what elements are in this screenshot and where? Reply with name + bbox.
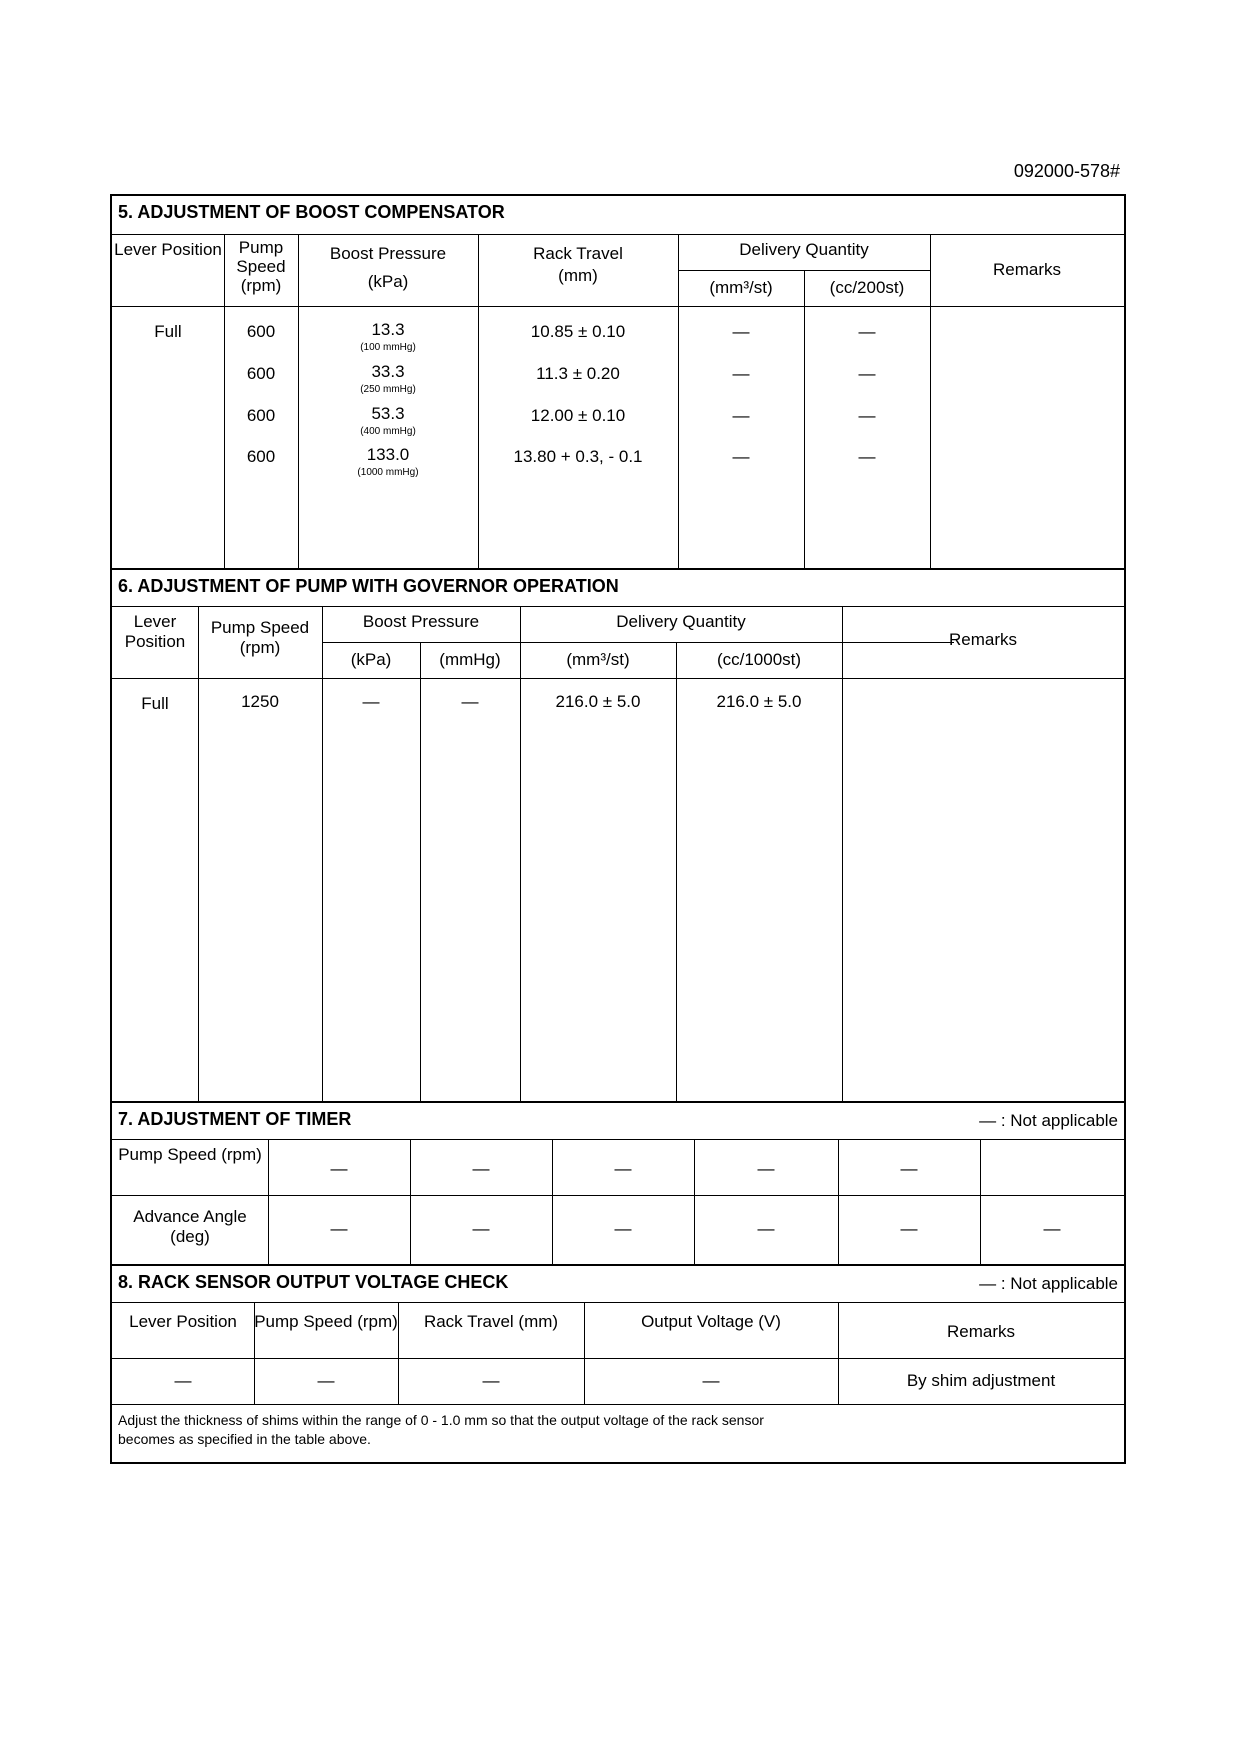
specification-sheet — [110, 194, 1126, 1464]
timer-angle-cell: — — [614, 1219, 632, 1238]
pump-speed-value: 600 — [246, 364, 276, 383]
rack-travel-value: 13.80 + 0.3, - 0.1 — [513, 447, 643, 466]
header-boost-pressure: Boost Pressure — [329, 244, 447, 263]
section-governor-operation — [112, 568, 1124, 1103]
header-dq-unit-cc: (cc/200st) — [829, 278, 905, 297]
header-delivery-quantity: Delivery Quantity — [616, 612, 746, 631]
header-pump-speed: Pump Speed (rpm) — [236, 238, 286, 295]
header-rack-travel: Rack Travel — [533, 244, 623, 263]
timer-speed-cell: — — [757, 1159, 775, 1178]
boost-kpa-value: — — [362, 692, 380, 711]
boost-pressure-value: 33.3 — [371, 362, 405, 381]
row-label-pump-speed: Pump Speed (rpm) — [118, 1145, 262, 1164]
timer-speed-cell: — — [472, 1159, 490, 1178]
note-line: Adjust the thickness of shims within the range of 0 - 1.0 mm so that the output voltage of the rack sensor — [118, 1412, 764, 1428]
output-voltage-value: — — [702, 1371, 720, 1390]
dq-cc-value: 216.0 ± 5.0 — [716, 692, 802, 711]
dq-mm3-value: — — [732, 447, 750, 466]
section-title: 6. ADJUSTMENT OF PUMP WITH GOVERNOR OPERATION — [118, 576, 619, 596]
header-boost-kpa: (kPa) — [350, 650, 392, 669]
header-pump-speed: Pump Speed (rpm) — [254, 1312, 398, 1331]
note-line: becomes as specified in the table above. — [118, 1431, 371, 1447]
timer-angle-cell: — — [757, 1219, 775, 1238]
timer-angle-cell: — — [1043, 1219, 1061, 1238]
timer-speed-cell: — — [614, 1159, 632, 1178]
section-title: 7. ADJUSTMENT OF TIMER — [118, 1109, 352, 1129]
remarks-value: By shim adjustment — [906, 1371, 1056, 1390]
header-remarks: Remarks — [946, 1322, 1015, 1341]
lever-position-value: Full — [141, 694, 169, 713]
rack-travel-value: 12.00 ± 0.10 — [530, 406, 626, 425]
header-lever-position: Lever Position — [129, 1312, 237, 1331]
header-boost-mmhg: (mmHg) — [439, 650, 501, 669]
not-applicable-legend: — : Not applicable — [979, 1274, 1118, 1293]
rack-travel-value: 10.85 ± 0.10 — [530, 322, 626, 341]
section-rack-sensor — [112, 1264, 1124, 1464]
timer-speed-cell: — — [330, 1159, 348, 1178]
header-dq-unit-mm3: (mm³/st) — [709, 278, 773, 297]
header-remarks: Remarks — [992, 260, 1061, 279]
header-dq-unit-cc: (cc/1000st) — [716, 650, 802, 669]
boost-mmhg-value: (100 mmHg) — [360, 342, 416, 353]
section-timer — [112, 1101, 1124, 1266]
lever-position-value: Full — [154, 322, 182, 341]
timer-angle-cell: — — [330, 1219, 348, 1238]
header-boost-pressure: Boost Pressure — [362, 612, 480, 631]
document-number: 092000-578# — [1013, 161, 1120, 181]
pump-speed-value: 600 — [246, 447, 276, 466]
header-output-voltage: Output Voltage (V) — [641, 1312, 781, 1331]
boost-pressure-value: 53.3 — [371, 404, 405, 423]
timer-angle-cell: — — [472, 1219, 490, 1238]
pump-speed-value: 600 — [246, 406, 276, 425]
boost-mmhg-value: (1000 mmHg) — [357, 467, 419, 478]
rack-travel-value: — — [482, 1371, 500, 1390]
timer-speed-cell: — — [900, 1159, 918, 1178]
header-lever-position: Lever Position — [124, 612, 186, 651]
section-boost-compensator — [112, 196, 1124, 568]
not-applicable-legend: — : Not applicable — [979, 1111, 1118, 1130]
pump-speed-value: — — [317, 1371, 335, 1390]
dq-mm3-value: — — [732, 322, 750, 341]
dq-cc-value: — — [858, 447, 876, 466]
dq-mm3-value: — — [732, 364, 750, 383]
dq-cc-value: — — [858, 322, 876, 341]
dq-mm3-value: 216.0 ± 5.0 — [555, 692, 641, 711]
pump-speed-value: 1250 — [241, 692, 279, 711]
boost-mmhg-value: — — [461, 692, 479, 711]
header-boost-unit: (kPa) — [367, 272, 409, 291]
section-title: 8. RACK SENSOR OUTPUT VOLTAGE CHECK — [118, 1272, 509, 1292]
timer-angle-cell: — — [900, 1219, 918, 1238]
dq-mm3-value: — — [732, 406, 750, 425]
boost-mmhg-value: (400 mmHg) — [360, 426, 416, 437]
lever-position-value: — — [174, 1371, 192, 1390]
dq-cc-value: — — [858, 364, 876, 383]
pump-speed-value: 600 — [246, 322, 276, 341]
header-pump-speed: Pump Speed (rpm) — [210, 618, 310, 657]
header-rack-unit: (mm) — [558, 266, 598, 285]
section-title: 5. ADJUSTMENT OF BOOST COMPENSATOR — [118, 202, 505, 222]
row-label-advance-angle: Advance Angle (deg) — [133, 1207, 247, 1246]
dq-cc-value: — — [858, 406, 876, 425]
shim-adjustment-note — [118, 1411, 1018, 1449]
header-delivery-quantity: Delivery Quantity — [739, 240, 869, 259]
header-remarks: Remarks — [948, 630, 1017, 649]
boost-mmhg-value: (250 mmHg) — [360, 384, 416, 395]
rack-travel-value: 11.3 ± 0.20 — [536, 364, 620, 383]
boost-pressure-value: 13.3 — [371, 320, 405, 339]
header-dq-unit-mm3: (mm³/st) — [566, 650, 630, 669]
header-lever-position: Lever Position — [114, 240, 222, 259]
header-rack-travel: Rack Travel (mm) — [423, 1312, 559, 1331]
boost-pressure-value: 133.0 — [366, 445, 410, 464]
